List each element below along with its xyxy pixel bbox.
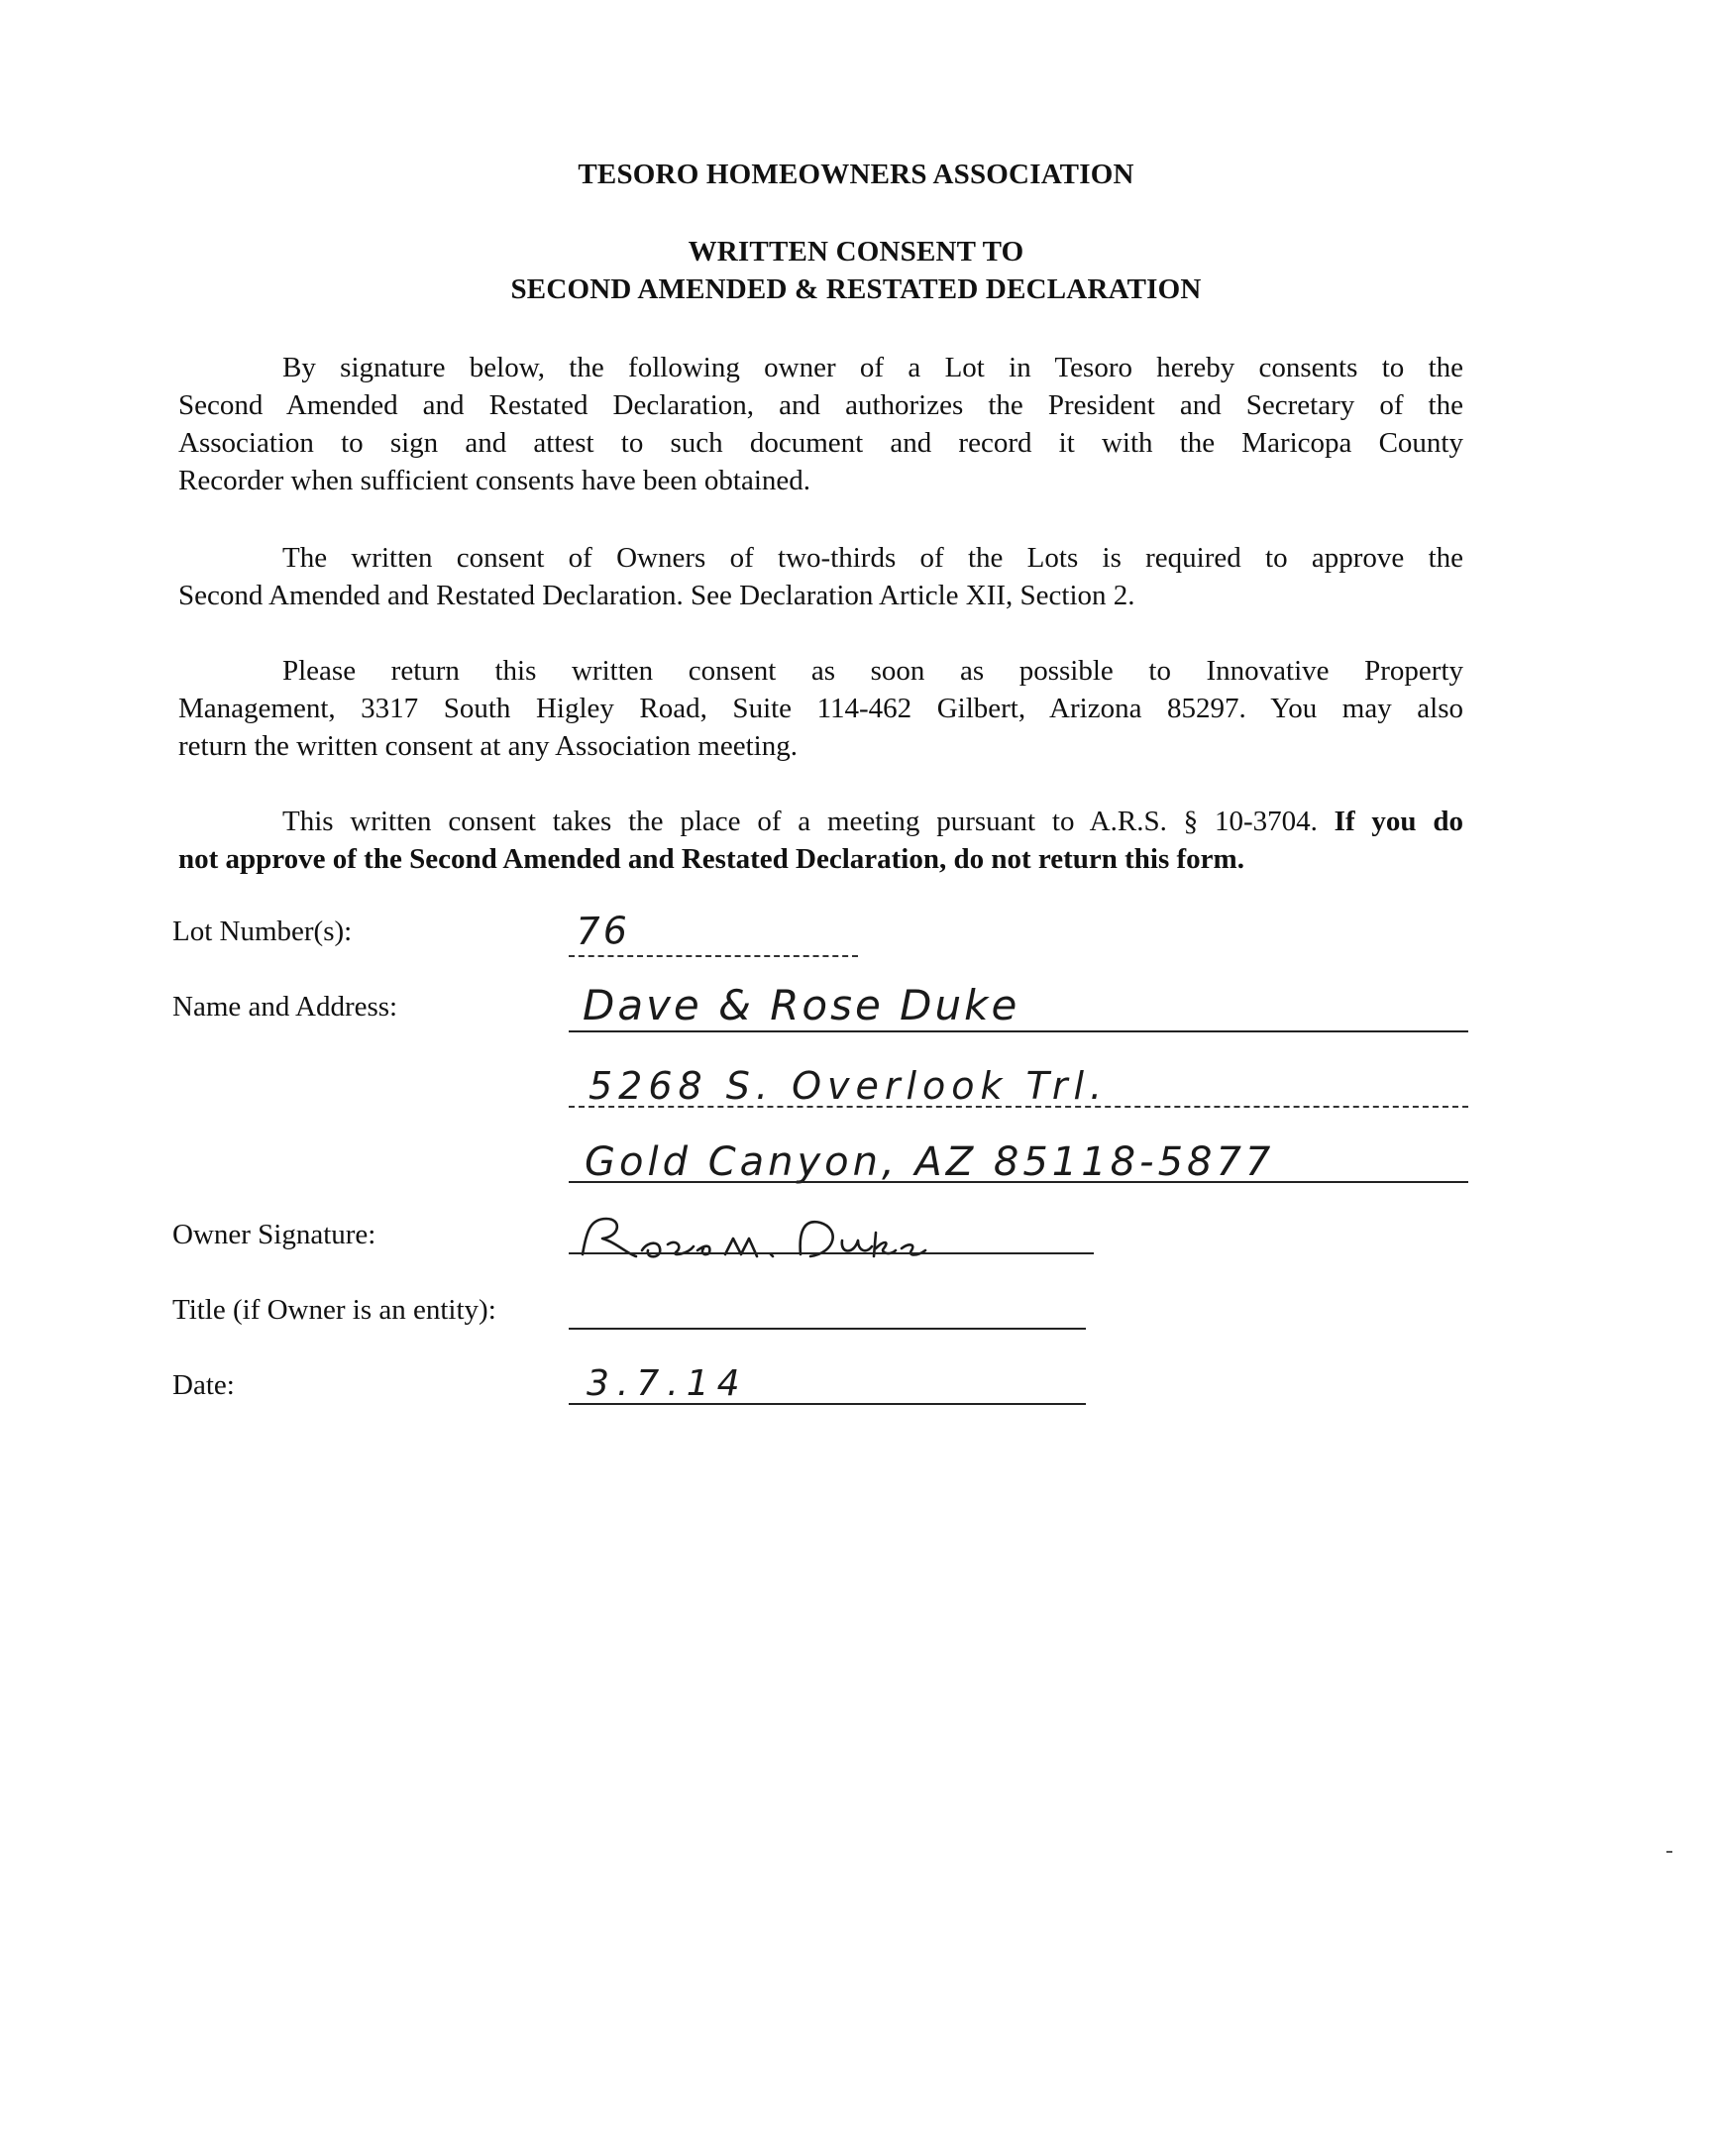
name-address-label: Name and Address: xyxy=(172,991,398,1023)
owner-signature-label: Owner Signature: xyxy=(172,1219,376,1250)
notice-text: This written consent takes the place of a meeting pursuant to A.R.S. § 10-3704. xyxy=(282,806,1318,837)
notice-bold-text: not approve of the Second Amended and Restated Declaration, do not return this form. xyxy=(178,843,1244,875)
paragraph-line: Association to sign and attest to such document and record it with the Maricopa County xyxy=(178,427,1463,459)
paragraph-line xyxy=(178,803,1463,840)
meeting-notice-paragraph xyxy=(178,803,1463,878)
date-value: 3.7.14 xyxy=(587,1363,748,1404)
paragraph-line: return the written consent at any Association meeting. xyxy=(178,730,798,762)
date-line[interactable] xyxy=(569,1403,1086,1405)
owner-name-line[interactable] xyxy=(569,1030,1468,1032)
owner-signature-line[interactable] xyxy=(569,1252,1094,1254)
organization-heading: TESORO HOMEOWNERS ASSOCIATION xyxy=(578,159,1134,190)
paragraph-line xyxy=(178,840,1463,878)
consent-paragraph xyxy=(178,349,1463,499)
paragraph-line: Recorder when sufficient consents have been obtained. xyxy=(178,465,811,496)
lot-number-label: Lot Number(s): xyxy=(172,916,353,947)
return-instructions-paragraph xyxy=(178,652,1463,765)
paragraph-line: By signature below, the following owner of a Lot in Tesoro hereby consents to the xyxy=(282,352,1463,383)
form-title-line2: SECOND AMENDED & RESTATED DECLARATION xyxy=(510,273,1202,305)
paragraph-line: Please return this written consent as soon as possible to Innovative Property xyxy=(282,655,1463,687)
date-label: Date: xyxy=(172,1369,235,1401)
owner-signature xyxy=(577,1211,1013,1266)
paragraph-line: Second Amended and Restated Declaration, and authorizes the President and Secretary of the xyxy=(178,389,1463,421)
notice-bold-text: If you do xyxy=(1334,806,1463,837)
address-line1-value: 5268 S. Overlook Trl. xyxy=(588,1064,1109,1108)
owner-title-line[interactable] xyxy=(569,1328,1086,1330)
address-line1-line[interactable] xyxy=(569,1106,1468,1108)
address-line2-value: Gold Canyon, AZ 85118-5877 xyxy=(585,1139,1275,1185)
approval-requirement-paragraph xyxy=(178,539,1463,614)
paragraph-line: Management, 3317 South Higley Road, Suite 114-462 Gilbert, Arizona 85297. You may also xyxy=(178,693,1463,724)
lot-number-value: 76 xyxy=(576,909,631,953)
scan-speck xyxy=(1666,1851,1672,1853)
address-line2-line[interactable] xyxy=(569,1181,1468,1183)
paragraph-line: Second Amended and Restated Declaration. See Declaration Article XII, Section 2. xyxy=(178,580,1135,611)
form-title-line1: WRITTEN CONSENT TO xyxy=(688,236,1024,268)
paragraph-line: The written consent of Owners of two-thirds of the Lots is required to approve the xyxy=(282,542,1463,574)
owner-title-label: Title (if Owner is an entity): xyxy=(172,1294,496,1326)
owner-name-value: Dave & Rose Duke xyxy=(583,981,1020,1029)
lot-number-line[interactable] xyxy=(569,955,858,957)
